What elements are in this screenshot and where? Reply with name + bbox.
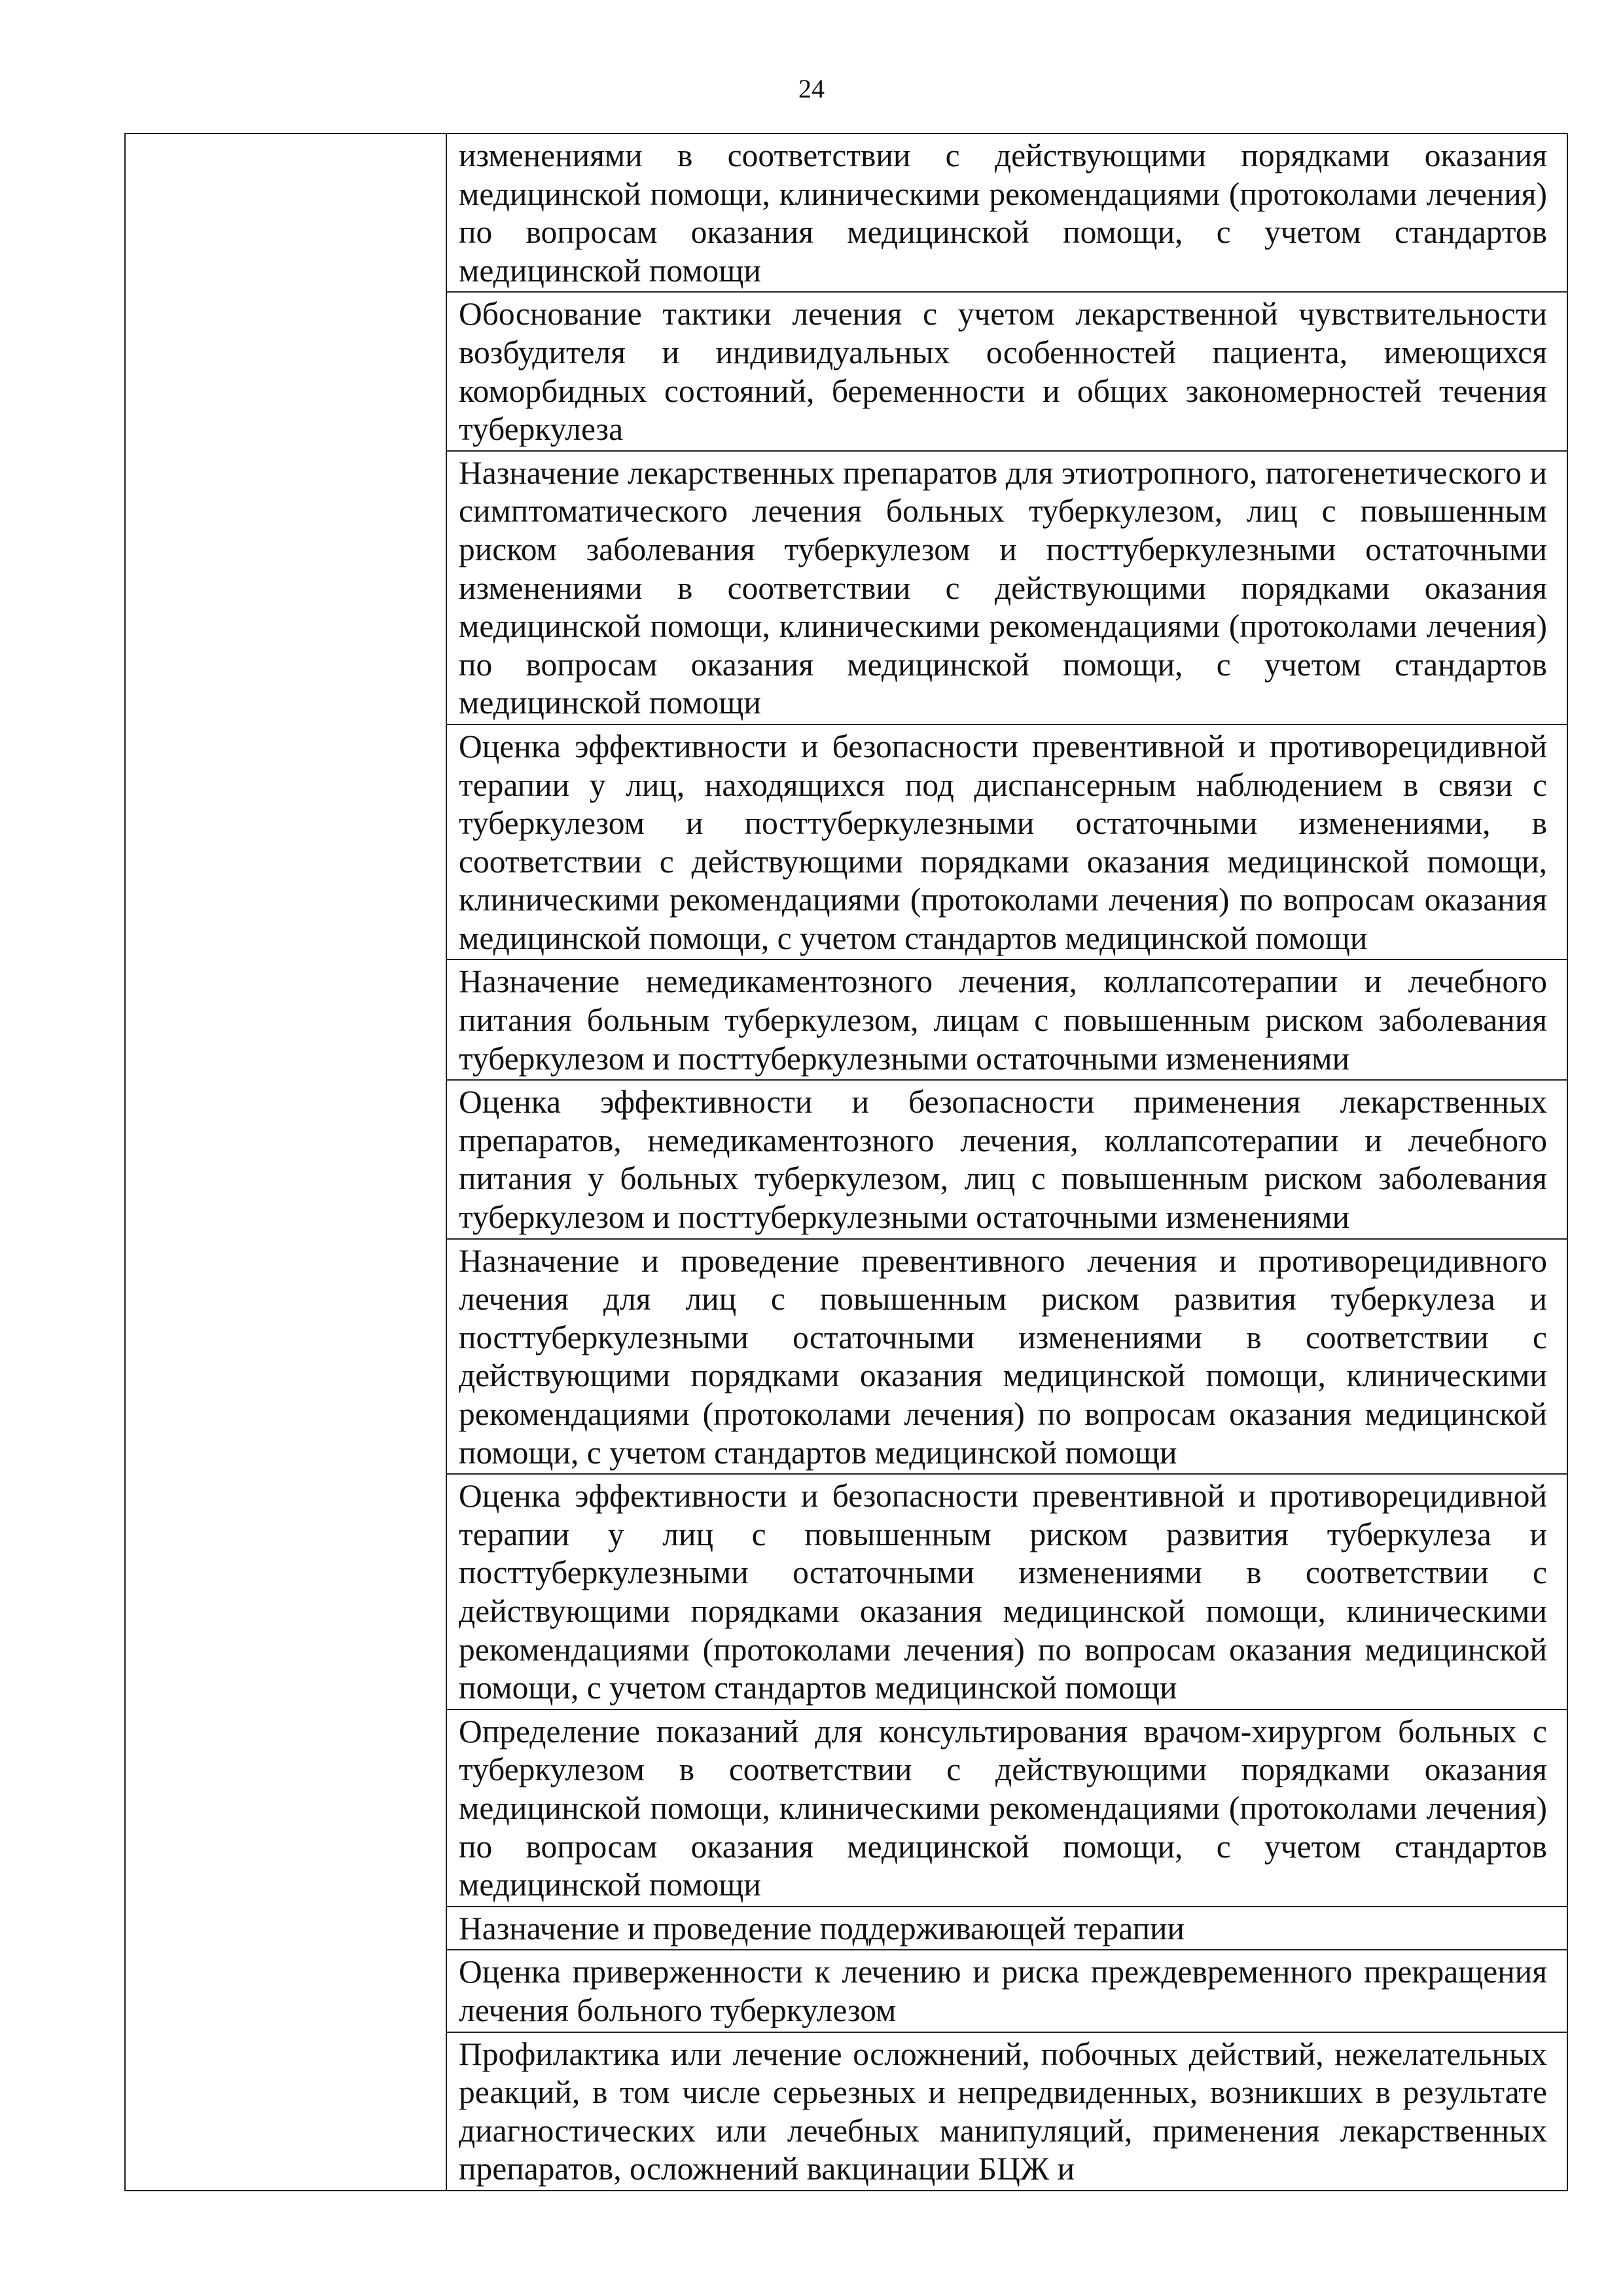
table-cell: Обоснование тактики лечения с учетом лекарственной чувствительности возбудителя и индивидуальных особенностей пациента, имеющихся коморбидных состояний, беременности и общих закономерностей течения туберкулеза xyxy=(446,292,1567,450)
table-cell: Оценка эффективности и безопасности превентивной и противорецидивной терапии у лиц с повышенным риском развития туберкулеза и посттуберкулезными остаточными изменениями в соответствии с действующими порядками оказания медицинской помощи, клиническими рекомендациями (протоколами лечения) по вопросам оказания медицинской помощи, с учетом стандартов медицинской помощи xyxy=(446,1474,1567,1710)
table-cell: Определение показаний для консультирования врачом-хирургом больных с туберкулезом в соответствии с действующими порядками оказания медицинской помощи, клиническими рекомендациями (протоколами лечения) по вопросам оказания медицинской помощи, с учетом стандартов медицинской помощи xyxy=(446,1710,1567,1907)
table-cell: Назначение лекарственных препаратов для этиотропного, патогенетического и симптоматического лечения больных туберкулезом, лиц с повышенным риском заболевания туберкулезом и посттуберкулезными остаточными изменениями в соответствии с действующими порядками оказания медицинской помощи, клиническими рекомендациями (протоколами лечения) по вопросам оказания медицинской помощи, с учетом стандартов медицинской помощи xyxy=(446,451,1567,725)
table-cell: Оценка эффективности и безопасности превентивной и противорецидивной терапии у лиц, находящихся под диспансерным наблюдением в связи с туберкулезом и посттуберкулезными остаточными изменениями, в соответствии с действующими порядками оказания медицинской помощи, клиническими рекомендациями (протоколами лечения) по вопросам оказания медицинской помощи, с учетом стандартов медицинской помощи xyxy=(446,725,1567,960)
page-number: 24 xyxy=(798,74,825,103)
table-cell: Назначение и проведение превентивного лечения и противорецидивного лечения для лиц с повышенным риском развития туберкулеза и посттуберкулезными остаточными изменениями в соответствии с действующими порядками оказания медицинской помощи, клиническими рекомендациями (протоколами лечения) по вопросам оказания медицинской помощи, с учетом стандартов медицинской помощи xyxy=(446,1239,1567,1475)
table-cell: Назначение и проведение поддерживающей терапии xyxy=(446,1907,1567,1950)
content-table xyxy=(124,133,1568,2191)
left-column-empty xyxy=(125,134,446,2191)
table-row xyxy=(125,134,1567,292)
table-cell: Оценка приверженности к лечению и риска преждевременного прекращения лечения больного туберкулезом xyxy=(446,1950,1567,2032)
table-cell: Назначение немедикаментозного лечения, коллапсотерапии и лечебного питания больным туберкулезом, лицам с повышенным риском заболевания туберкулезом и посттуберкулезными остаточными изменениями xyxy=(446,960,1567,1080)
table-cell: Оценка эффективности и безопасности применения лекарственных препаратов, немедикаментозного лечения, коллапсотерапии и лечебного питания у больных туберкулезом, лиц с повышенным риском заболевания туберкулезом и посттуберкулезными остаточными изменениями xyxy=(446,1080,1567,1238)
table-cell: Профилактика или лечение осложнений, побочных действий, нежелательных реакций, в том числе серьезных и непредвиденных, возникших в результате диагностических или лечебных манипуляций, применения лекарственных препаратов, осложнений вакцинации БЦЖ и xyxy=(446,2032,1567,2191)
table-cell: изменениями в соответствии с действующими порядками оказания медицинской помощи, клиническими рекомендациями (протоколами лечения) по вопросам оказания медицинской помощи, с учетом стандартов медицинской помощи xyxy=(446,134,1567,292)
